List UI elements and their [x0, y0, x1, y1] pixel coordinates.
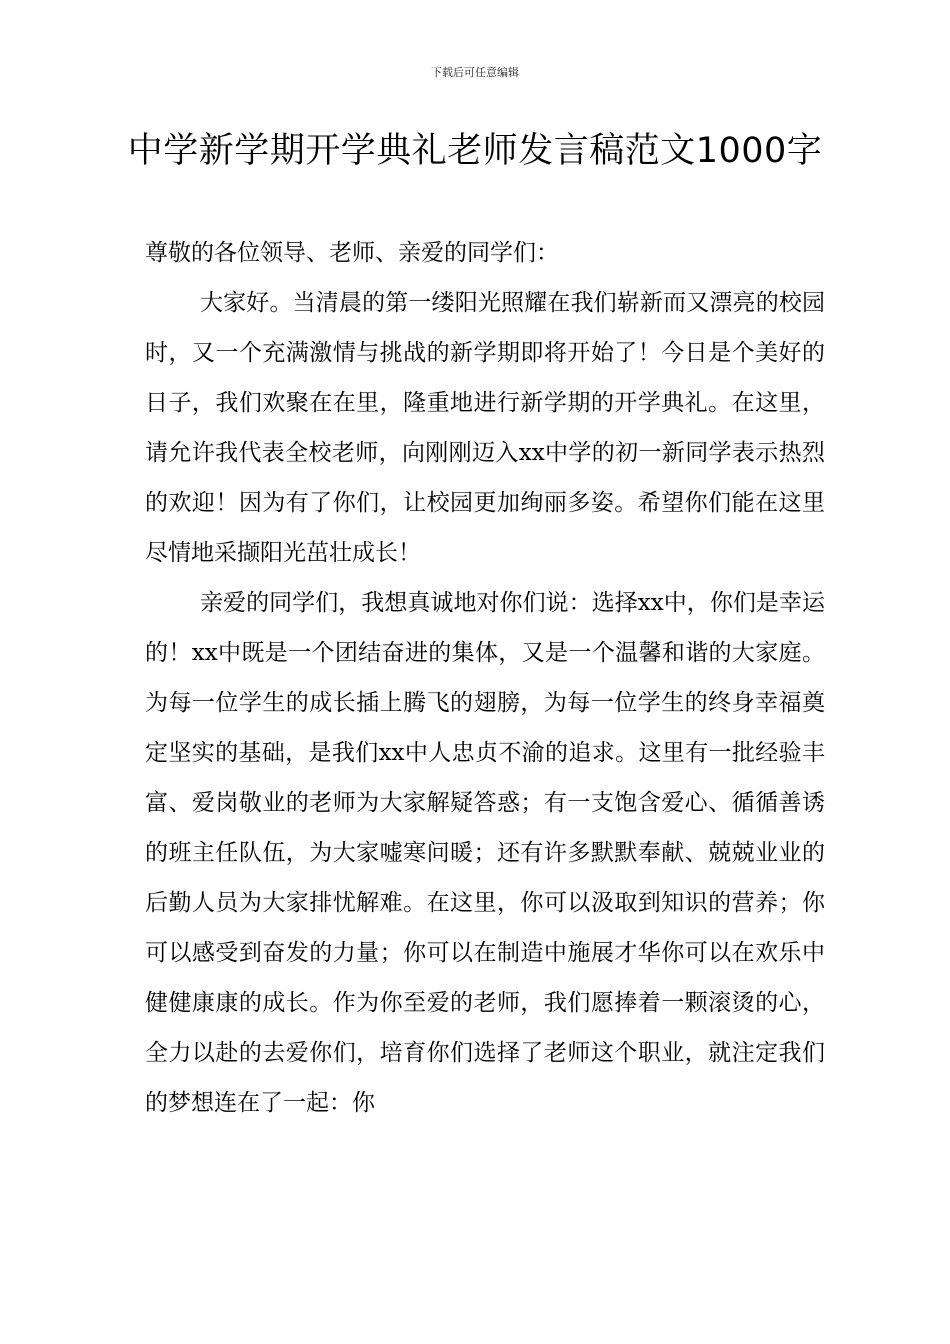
page-header-note: 下载后可任意编辑	[431, 66, 519, 79]
paragraph-welcome: 大家好。当清晨的第一缕阳光照耀在我们崭新而又漂亮的校园时，又一个充满激情与挑战的新学期即将开始了！今日是个美好的日子，我们欢聚在在里，隆重地进行新学期的开学典礼。在这里，请允许我代表全校老师，向刚刚迈入xx中学的初一新同学表示热烈的欢迎！因为有了你们，让校园更加绚丽多姿。希望你们能在这里尽情地采撷阳光茁壮成长！	[145, 290, 825, 566]
paragraph-message: 亲爱的同学们，我想真诚地对你们说：选择xx中，你们是幸运的！xx中既是一个团结奋进的集体，又是一个温馨和谐的大家庭。为每一位学生的成长插上腾飞的翅膀，为每一位学生的终身幸福奠定坚实的基础，是我们xx中人忠贞不渝的追求。这里有一批经验丰富、爱岗敬业的老师为大家解疑答惑；有一支饱含爱心、循循善诱的班主任队伍，为大家嘘寒问暖；还有许多默默奉献、兢兢业业的后勤人员为大家排忧解难。在这里，你可以汲取到知识的营养；你可以感受到奋发的力量；你可以在制造中施展才华你可以在欢乐中健健康康的成长。作为你至爱的老师，我们愿捧着一颗滚烫的心，全力以赴的去爱你们，培育你们选择了老师这个职业，就注定我们的梦想连在了一起：你	[145, 590, 825, 1116]
salutation: 尊敬的各位领导、老师、亲爱的同学们：	[145, 240, 559, 266]
document-body	[145, 228, 825, 1128]
document-title: 中学新学期开学典礼老师发言稿范文1000字	[127, 131, 823, 171]
